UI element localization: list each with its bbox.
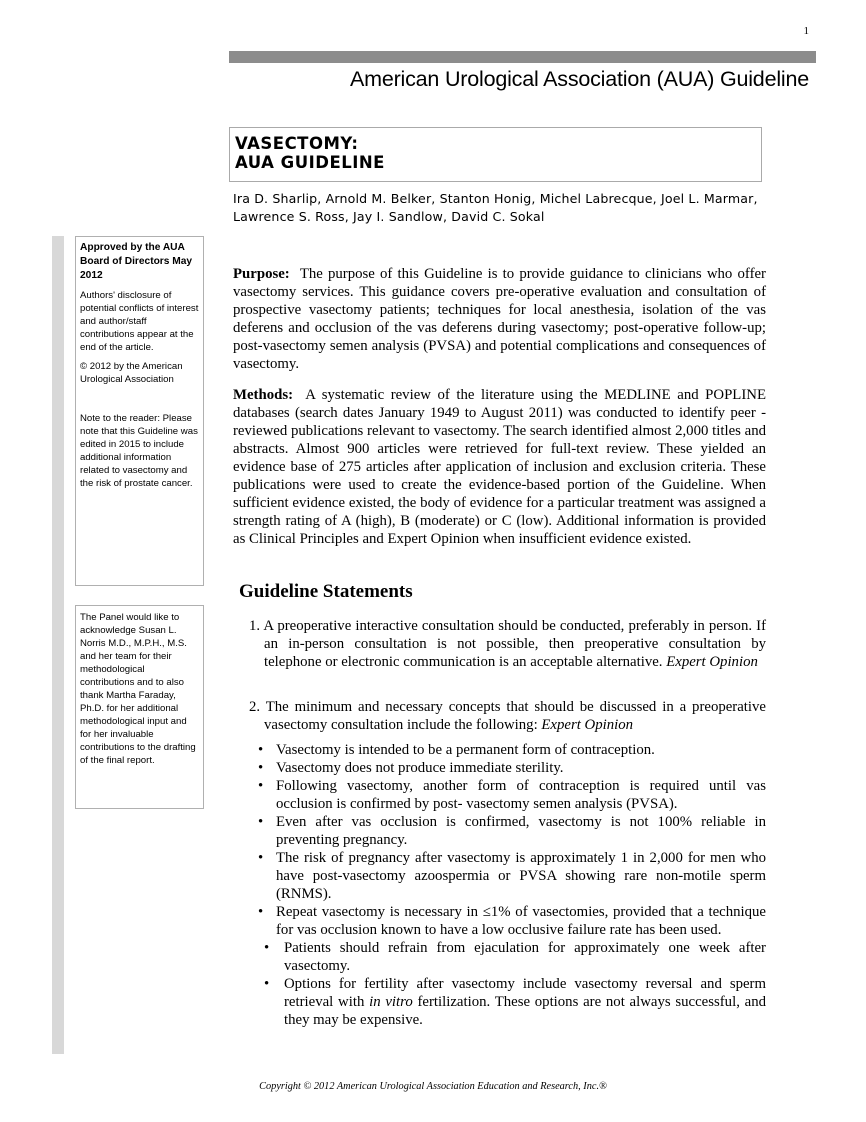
left-margin-bar: [52, 236, 64, 1054]
list-item: • Vasectomy does not produce immediate sterility.: [258, 759, 766, 777]
purpose-text: The purpose of this Guideline is to provide guidance to clinicians who offer vasectomy services. This guidance covers pre-operative evaluation and consultation of prospective vasectomy patients; techniques for local anesthesia, isolation of the vas deferens and occlusion of the vas deferens during vasectomy; post-operative follow-up; post-vasectomy semen analysis (PVSA) and potential complications and consequences of vasectomy.: [233, 266, 766, 372]
purpose-label: Purpose:: [233, 266, 290, 282]
statement-number: 1.: [249, 618, 261, 634]
document-title-box: [229, 127, 762, 182]
statement-number: 2.: [249, 699, 261, 715]
page-number: 1: [803, 25, 809, 37]
list-item: • Even after vas occlusion is confirmed, vasectomy is not 100% reliable in preventing pregnancy.: [258, 813, 766, 849]
guideline-statements-heading: Guideline Statements: [239, 581, 413, 602]
list-item: • Patients should refrain from ejaculation for approximately one week after vasectomy.: [258, 939, 766, 975]
statement-text: A preoperative interactive consultation should be conducted, preferably in person. If an in-person consultation is not possible, then preoperative consultation by telephone or electronic communication is an acceptable alternative.: [263, 618, 766, 670]
authors: [233, 190, 773, 226]
list-item-text: Options for fertility after vasectomy include vasectomy reversal and sperm retrieval with: [284, 976, 766, 1010]
disclosure-note: Authors' disclosure of potential conflicts of interest and author/staff contributions appear at the end of the article.: [80, 290, 199, 353]
list-item: • Vasectomy is intended to be a permanent form of contraception.: [258, 741, 766, 759]
list-item-text: fertilization. These options are not always successful, and they may be expensive.: [284, 994, 766, 1028]
document-title-line2: AUA GUIDELINE: [235, 153, 385, 172]
guideline-statement-1: [237, 617, 766, 671]
header-bar: [229, 51, 816, 63]
statement-rating: Expert Opinion: [666, 654, 758, 670]
consultation-concepts-list: [258, 741, 766, 1029]
statement-text: The minimum and necessary concepts that should be discussed in a preoperative vasectomy consultation include the following:: [264, 699, 766, 733]
copyright-note: © 2012 by the American Urological Association: [80, 361, 183, 385]
organization-title: American Urological Association (AUA) Guideline: [349, 67, 809, 91]
approval-note: Approved by the AUA Board of Directors May 2012: [80, 242, 193, 281]
list-item-italic: in vitro: [369, 994, 413, 1010]
list-item: • Repeat vasectomy is necessary in ≤1% of vasectomies, provided that a technique for vas occlusion known to have a low occlusive failure rate has been used.: [258, 903, 766, 939]
list-item: • Following vasectomy, another form of contraception is required until vas occlusion is confirmed by post- vasectomy semen analysis (PVSA).: [258, 777, 766, 813]
purpose-paragraph: [233, 265, 766, 373]
authors-line2: Lawrence S. Ross, Jay I. Sandlow, David C. Sokal: [233, 209, 545, 224]
methods-paragraph: [233, 386, 766, 548]
reader-note: Note to the reader: Please note that this Guideline was edited in 2015 to include additional information related to vasectomy and the risk of prostate cancer.: [80, 413, 198, 489]
methods-label: Methods:: [233, 387, 294, 403]
acknowledgement-box: [75, 605, 204, 809]
list-item: [258, 975, 766, 1029]
document-title-line1: VASECTOMY:: [235, 134, 359, 153]
footer-copyright: Copyright © 2012 American Urological Association Education and Research, Inc.®: [259, 1081, 607, 1092]
methods-text: A systematic review of the literature using the MEDLINE and POPLINE databases (search dates January 1949 to August 2011) was conducted to identify peer -reviewed publications relevant to vasectomy. The search identified almost 2,000 titles and abstracts. Almost 900 articles were retrieved for full-text review. These yielded an evidence base of 275 articles after application of inclusion and exclusion criteria. These publications were used to create the evidence-based portion of the Guideline. When sufficient evidence existed, the body of evidence for a particular treatment was assigned a strength rating of A (high), B (moderate) or C (low). Additional information is provided as Clinical Principles and Expert Opinion when insufficient evidence existed.: [233, 387, 766, 547]
statement-rating: Expert Opinion: [541, 717, 634, 733]
authors-line1: Ira D. Sharlip, Arnold M. Belker, Stanton Honig, Michel Labrecque, Joel L. Marmar,: [233, 191, 758, 206]
sidebar-info-box: [75, 236, 204, 586]
acknowledgement-text: The Panel would like to acknowledge Susan L. Norris M.D., M.P.H., M.S. and her team for their methodological contributions and to also thank Martha Faraday, Ph.D. for her additional methodological input and for her invaluable contributions to the drafting of the final report.: [80, 612, 196, 766]
list-item: • The risk of pregnancy after vasectomy is approximately 1 in 2,000 for men who have post-vasectomy azoospermia or PVSA showing rare non-motile sperm (RNMS).: [258, 849, 766, 903]
guideline-statement-2: [237, 698, 766, 734]
